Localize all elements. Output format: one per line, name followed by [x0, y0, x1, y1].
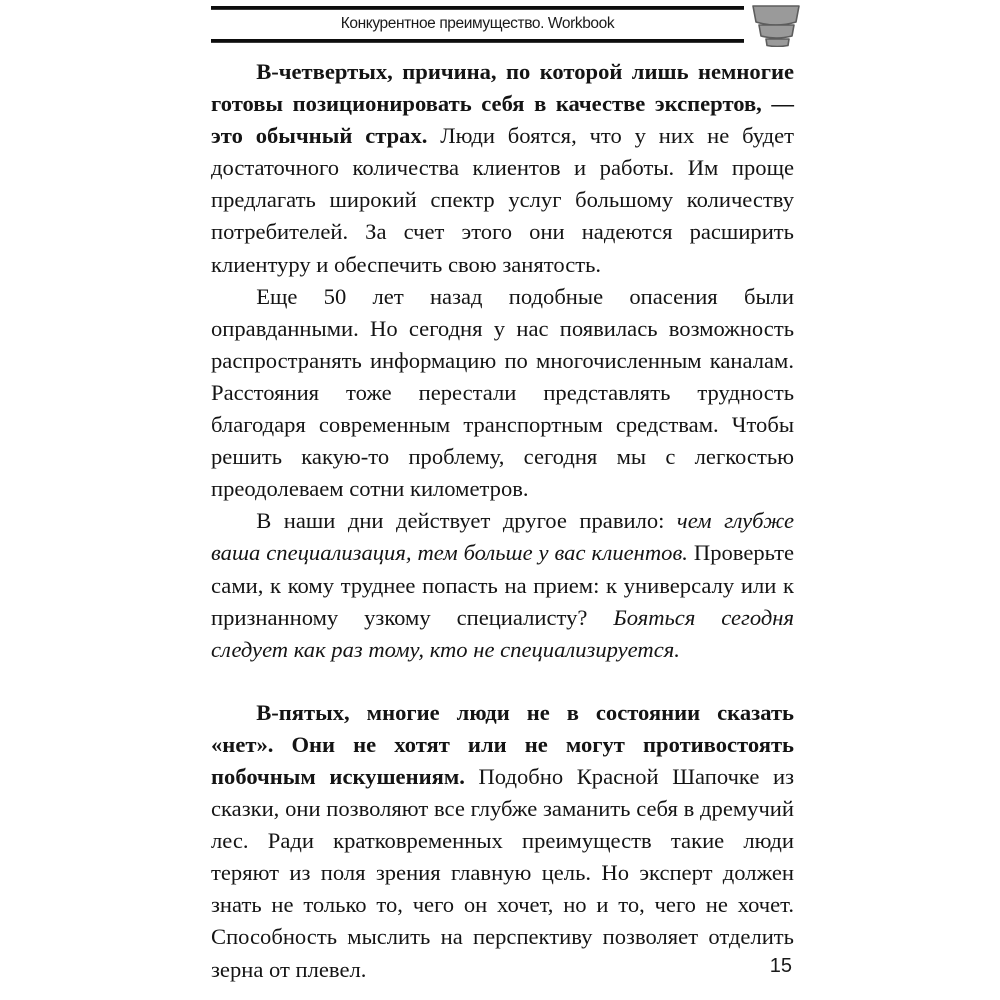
paragraph-2-text: Еще 50 лет назад подобные опасения были оправданными. Но сегодня у нас появилась возможность распространять информацию по многочисленным каналам. Расстояния тоже перестали представлять трудность благодаря современным транспортным средствам. Чтобы решить какую-то проблему, сегодня мы с легкостью преодолеваем сотни километров.	[211, 283, 794, 502]
paragraph-3-emphasis-2: Бояться сегодня следует как раз тому, кто не специализируется.	[211, 604, 794, 662]
paragraph-2	[211, 281, 794, 506]
paragraph-4	[211, 697, 794, 986]
header-rule-bottom	[211, 39, 744, 43]
paragraph-4-rest: Подобно Красной Шапочке из сказки, они позволяют все глубже заманить себя в дремучий лес. Ради кратковременных преимуществ такие люди теряют из поля зрения главную цель. Но эксперт должен знать не только то, чего он хочет, но и то, чего не хочет. Способность мыслить на перспективу позволяет отделить зерна от плевел.	[211, 763, 794, 982]
header-title: Конкурентное преимущество. Workbook	[340, 15, 615, 32]
paragraph-3	[211, 505, 794, 665]
paragraph-3-emphasis-1: чем глубже ваша специализация, тем больше у вас клиентов.	[211, 508, 794, 566]
paragraph-1-rest: Люди боятся, что у них не будет достаточного количества клиентов и работы. Им проще предлагать широкий спектр услуг большому количеству потребителей. За счет этого они надеются расширить клиентуру и обеспечить свою занятость.	[211, 123, 794, 277]
paragraph-3-run-1: В наши дни действует другое правило:	[256, 508, 677, 534]
paragraph-1	[211, 56, 794, 281]
paragraph-1-lead-in: В-четвертых, причина, по которой лишь немногие готовы позиционировать себя в качестве экспертов, — это обычный страх.	[211, 59, 794, 149]
body-text	[211, 56, 794, 986]
stacked-bars-logo-icon	[750, 3, 806, 47]
running-header	[211, 6, 744, 43]
page-number: 15	[769, 955, 792, 977]
paragraph-4-lead-in: В-пятых, многие люди не в состоянии сказать «нет». Они не хотят или не могут противостоять побочным искушениям.	[211, 699, 794, 789]
paragraph-3-run-2: Проверьте сами, к кому труднее попасть на прием: к универсалу или к признанному узкому специалисту?	[211, 540, 794, 630]
